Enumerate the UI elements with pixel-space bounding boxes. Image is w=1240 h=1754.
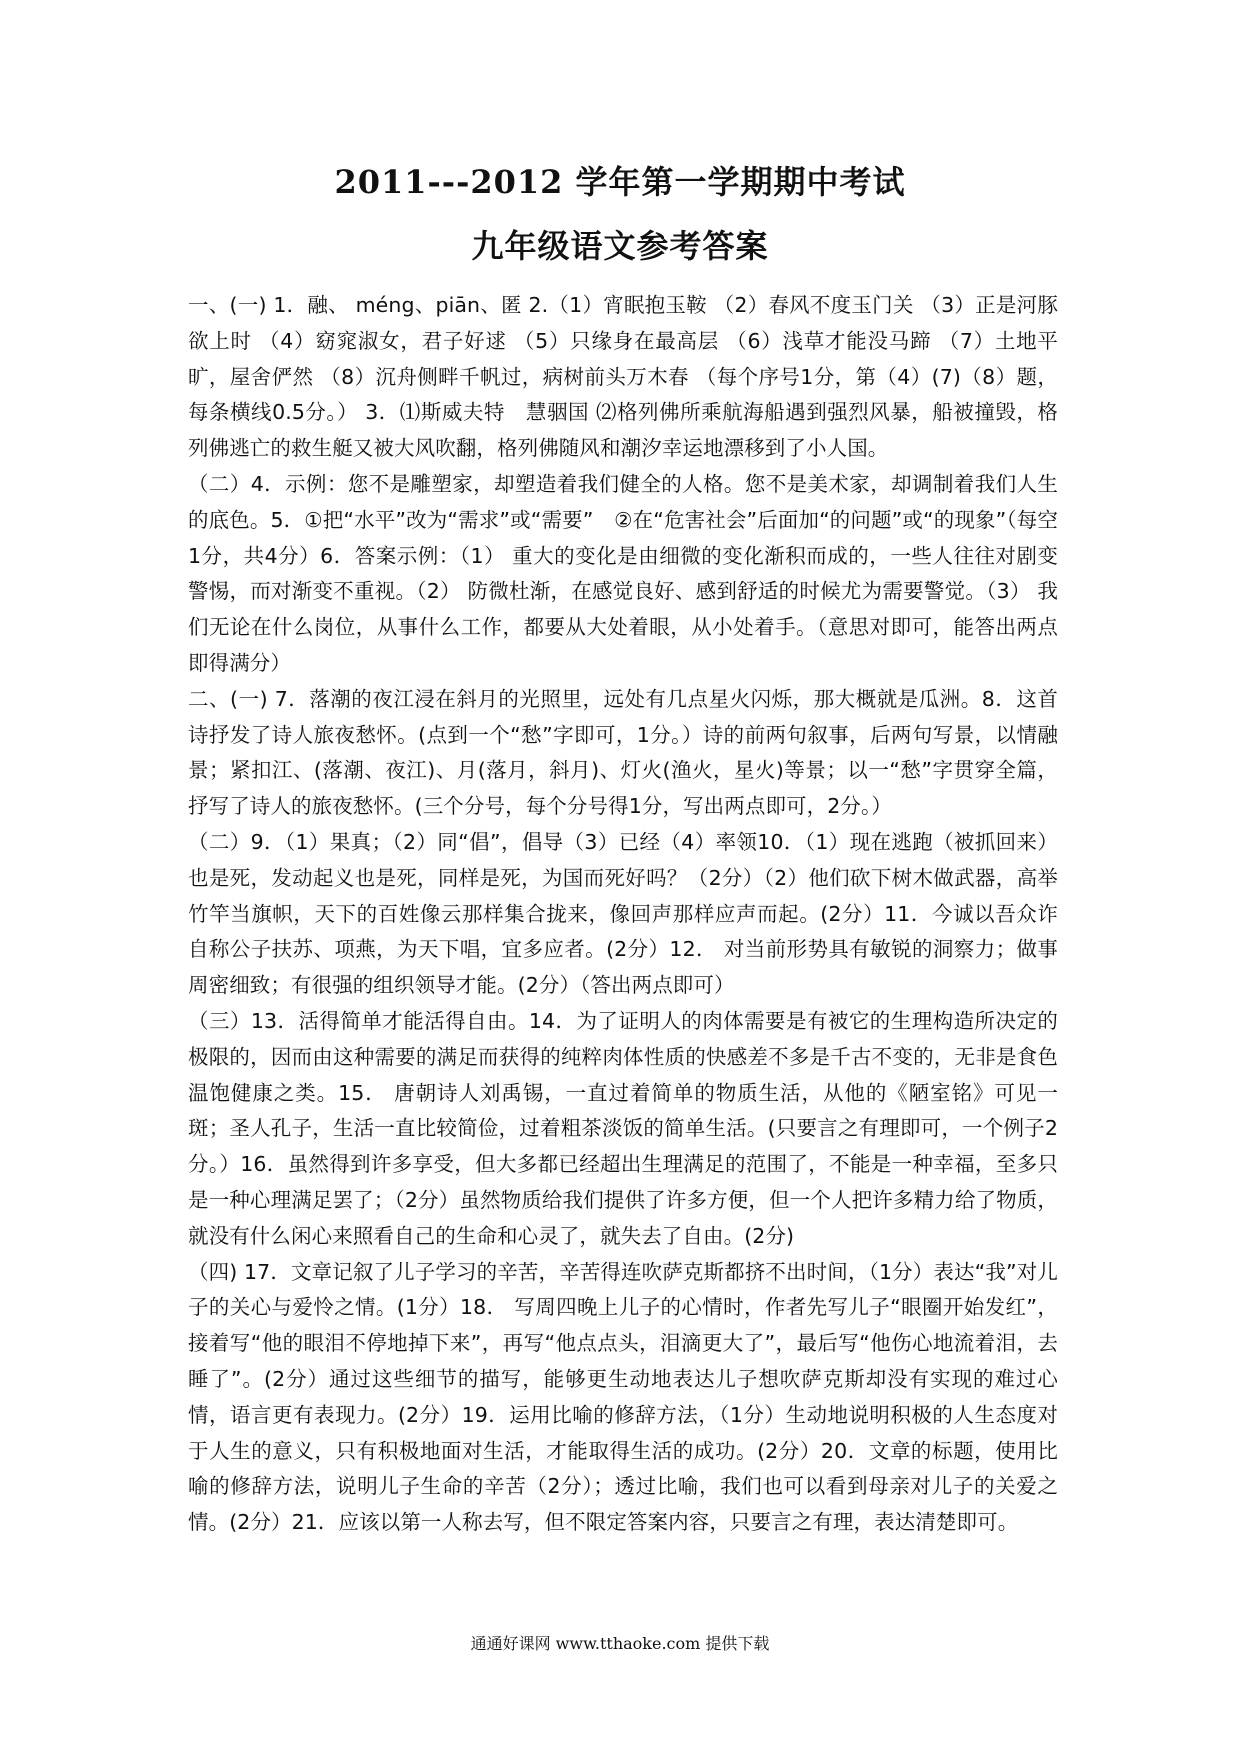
section-one-part-one: 一、(一) 1．融、 méng、piān、匿 2.（1）宵眠抱玉鞍 （2）春风不度玉门关 （3）正是河豚欲上时 （4）窈窕淑女，君子好逑 （5）只缘身在最高层 （6）浅草才能没马蹄 （7）土地平旷，屋舍俨然 （8）沉舟侧畔千帆过，病树前头万木春 （每个序号1分，第（4）(7)（8）题，每条横线0.5分。） 3．⑴斯威夫特 慧骃国 ⑵格列佛所乘航海船遇到强烈风暴，船被撞毁，格列佛逃亡的救生艇又被大风吹翻，格列佛随风和潮汐幸运地漂移到了小人国。 [188,293,1058,461]
answer-body [188,288,1058,1541]
section-one-part-two: （二）4．示例：您不是雕塑家，却塑造着我们健全的人格。您不是美术家，却调制着我们人生的底色。5．①把“水平”改为“需求”或“需要” ②在“危害社会”后面加“的问题”或“的现象”（每空1分，共4分）6．答案示例：（1） 重大的变化是由细微的变化渐积而成的，一些人往往对剧变警惕，而对渐变不重视。（2） 防微杜渐，在感觉良好、感到舒适的时候尤为需要警觉。（3） 我们无论在什么岗位，从事什么工作，都要从大处着眼，从小处着手。（意思对即可，能答出两点即得满分） [188,471,1058,675]
section-two-part-one: 二、(一) 7．落潮的夜江浸在斜月的光照里，远处有几点星火闪烁，那大概就是瓜洲。8．这首诗抒发了诗人旅夜愁怀。(点到一个“愁”字即可，1分。）诗的前两句叙事，后两句写景，以情融景；紧扣江、(落潮、夜江)、月(落月，斜月)、灯火(渔火，星火)等景；以一“愁”字贯穿全篇，抒写了诗人的旅夜愁怀。(三个分号，每个分号得1分，写出两点即可，2分。） [188,686,1058,819]
page-footer: 通通好课网 www.tthaoke.com 提供下载 [470,1634,770,1653]
section-two-part-two: （二）9．（1）果真；（2）同“倡”，倡导（3）已经（4）率领10．（1）现在逃跑（被抓回来）也是死，发动起义也是死，同样是死，为国而死好吗？（2分）（2）他们砍下树木做武器，高举竹竿当旗帜，天下的百姓像云那样集合拢来，像回声那样应声而起。(2分）11．今诚以吾众诈自称公子扶苏、项燕，为天下唱，宜多应者。(2分）12． 对当前形势具有敏锐的洞察力；做事周密细致；有很强的组织领导才能。(2分）（答出两点即可） [188,829,1058,998]
document-subtitle: 九年级语文参考答案 [471,227,769,265]
section-two-part-three: （三）13．活得简单才能活得自由。14．为了证明人的肉体需要是有被它的生理构造所决定的极限的，因而由这种需要的满足而获得的纯粹肉体性质的快感差不多是千古不变的，无非是食色温饱健康之类。15． 唐朝诗人刘禹锡，一直过着简单的物质生活，从他的《陋室铭》可见一斑；圣人孔子，生活一直比较简俭，过着粗茶淡饭的简单生活。(只要言之有理即可，一个例子2分。）16．虽然得到许多享受，但大多都已经超出生理满足的范围了，不能是一种幸福，至多只是一种心理满足罢了；（2分）虽然物质给我们提供了许多方便，但一个人把许多精力给了物质，就没有什么闲心来照看自己的生命和心灵了，就失去了自由。(2分) [188,1008,1058,1248]
section-two-part-four: （四) 17．文章记叙了儿子学习的辛苦，辛苦得连吹萨克斯都挤不出时间，（1分）表达“我”对儿子的关心与爱怜之情。(1分）18． 写周四晚上儿子的心情时，作者先写儿子“眼圈开始发红”，接着写“他的眼泪不停地掉下来”，再写“他点点头，泪滴更大了”，最后写“他伤心地流着泪，去睡了”。(2分）通过这些细节的描写，能够更生动地表达儿子想吹萨克斯却没有实现的难过心情，语言更有表现力。(2分）19．运用比喻的修辞方法，（1分）生动地说明积极的人生态度对于人生的意义，只有积极地面对生活，才能取得生活的成功。(2分）20．文章的标题，使用比喻的修辞方法，说明儿子生命的辛苦（2分）；透过比喻，我们也可以看到母亲对儿子的关爱之情。(2分）21．应该以第一人称去写，但不限定答案内容，只要言之有理，表达清楚即可。 [188,1259,1058,1535]
document-title: 2011---2012 学年第一学期期中考试 [334,163,906,201]
